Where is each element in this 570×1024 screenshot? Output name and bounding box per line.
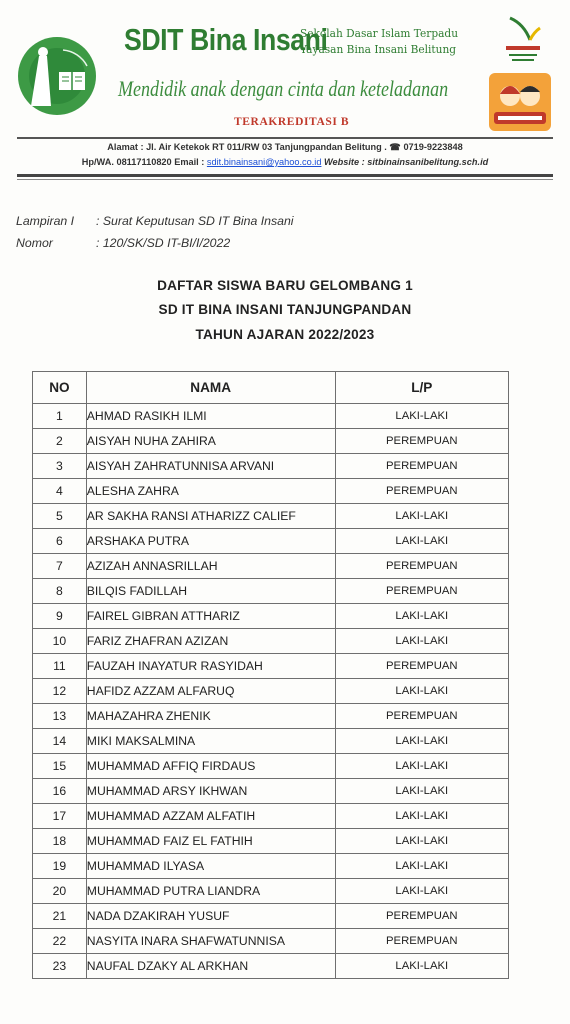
table-row <box>33 754 509 779</box>
row-number: 17 <box>33 804 87 829</box>
phone-number: 0719-9223848 <box>403 142 463 152</box>
student-gender: LAKI-LAKI <box>335 804 508 829</box>
student-name: MUHAMMAD PUTRA LIANDRA <box>86 879 335 904</box>
table-row <box>33 554 509 579</box>
email-label: Email : <box>174 157 205 167</box>
table-row <box>33 679 509 704</box>
row-number: 5 <box>33 504 87 529</box>
student-gender: PEREMPUAN <box>335 704 508 729</box>
row-number: 20 <box>33 879 87 904</box>
student-gender: LAKI-LAKI <box>335 404 508 429</box>
row-number: 10 <box>33 629 87 654</box>
table-row <box>33 529 509 554</box>
table-row <box>33 479 509 504</box>
student-gender: LAKI-LAKI <box>335 779 508 804</box>
student-name: FARIZ ZHAFRAN AZIZAN <box>86 629 335 654</box>
student-name: MUHAMMAD ARSY IKHWAN <box>86 779 335 804</box>
student-gender: PEREMPUAN <box>335 654 508 679</box>
student-gender: PEREMPUAN <box>335 454 508 479</box>
table-row <box>33 654 509 679</box>
table-row <box>33 804 509 829</box>
row-number: 19 <box>33 854 87 879</box>
school-subtitle-line1: Sekolah Dasar Islam Terpadu <box>300 26 459 40</box>
sdit-bina-insani-badge-icon <box>488 72 552 132</box>
table-row <box>33 604 509 629</box>
website-link[interactable]: sitbinainsanibelitung.sch.id <box>367 157 489 167</box>
student-name: NASYITA INARA SHAFWATUNNISA <box>86 929 335 954</box>
student-table <box>32 371 509 979</box>
student-name: MUHAMMAD AFFIQ FIRDAUS <box>86 754 335 779</box>
table-row <box>33 629 509 654</box>
table-row <box>33 579 509 604</box>
student-name: ALESHA ZAHRA <box>86 479 335 504</box>
header-no: NO <box>33 372 87 404</box>
student-name: NADA DZAKIRAH YUSUF <box>86 904 335 929</box>
table-row <box>33 729 509 754</box>
school-subtitle-line2: Yayasan Bina Insani Belitung <box>300 42 457 56</box>
table-row <box>33 854 509 879</box>
student-name: AISYAH ZAHRATUNNISA ARVANI <box>86 454 335 479</box>
doc-title-line1: DAFTAR SISWA BARU GELOMBANG 1 <box>157 278 413 293</box>
student-gender: LAKI-LAKI <box>335 629 508 654</box>
student-gender: LAKI-LAKI <box>335 529 508 554</box>
table-header-row <box>33 372 509 404</box>
table-row <box>33 704 509 729</box>
row-number: 18 <box>33 829 87 854</box>
letterhead-divider-bold <box>17 174 553 177</box>
student-gender: PEREMPUAN <box>335 929 508 954</box>
row-number: 13 <box>33 704 87 729</box>
row-number: 9 <box>33 604 87 629</box>
row-number: 14 <box>33 729 87 754</box>
meta-key: Lampiran I <box>16 214 75 228</box>
row-number: 22 <box>33 929 87 954</box>
student-name: AZIZAH ANNASRILLAH <box>86 554 335 579</box>
table-row <box>33 879 509 904</box>
row-number: 11 <box>33 654 87 679</box>
student-name: FAIREL GIBRAN ATTHARIZ <box>86 604 335 629</box>
address-text: Alamat : Jl. Air Ketekok RT 011/RW 03 Tanjungpandan Belitung . <box>107 142 387 152</box>
meta-lampiran <box>16 214 294 228</box>
doc-title-line3: TAHUN AJARAN 2022/2023 <box>195 327 375 342</box>
row-number: 6 <box>33 529 87 554</box>
student-gender: LAKI-LAKI <box>335 504 508 529</box>
table-row <box>33 829 509 854</box>
letterhead-divider-top <box>17 137 553 139</box>
student-name: BILQIS FADILLAH <box>86 579 335 604</box>
student-name: HAFIDZ AZZAM ALFARUQ <box>86 679 335 704</box>
student-gender: LAKI-LAKI <box>335 604 508 629</box>
student-gender: LAKI-LAKI <box>335 954 508 979</box>
meta-key: Nomor <box>16 236 53 250</box>
phone-icon: ☎ <box>389 142 401 152</box>
header-lp: L/P <box>335 372 508 404</box>
table-row <box>33 954 509 979</box>
sekolah-islam-terpadu-icon <box>500 14 546 64</box>
student-gender: PEREMPUAN <box>335 429 508 454</box>
school-subtitle <box>300 25 458 57</box>
row-number: 8 <box>33 579 87 604</box>
address-block <box>0 140 570 170</box>
student-gender: LAKI-LAKI <box>335 854 508 879</box>
row-number: 23 <box>33 954 87 979</box>
student-gender: PEREMPUAN <box>335 479 508 504</box>
letterhead-divider-thin <box>17 179 553 180</box>
doc-title-line2: SD IT BINA INSANI TANJUNGPANDAN <box>158 302 412 317</box>
school-emblem-icon <box>17 36 97 116</box>
meta-nomor <box>16 236 230 250</box>
student-name: MUHAMMAD ILYASA <box>86 854 335 879</box>
table-row <box>33 904 509 929</box>
student-gender: LAKI-LAKI <box>335 879 508 904</box>
table-row <box>33 779 509 804</box>
student-name: MUHAMMAD FAIZ EL FATHIH <box>86 829 335 854</box>
row-number: 1 <box>33 404 87 429</box>
table-row <box>33 929 509 954</box>
email-link[interactable]: sdit.binainsani@yahoo.co.id <box>206 157 322 167</box>
hp-number: Hp/WA. 08117110820 <box>81 157 172 167</box>
student-name: NAUFAL DZAKY AL ARKHAN <box>86 954 335 979</box>
website-label: Website : <box>324 157 365 167</box>
table-row <box>33 404 509 429</box>
student-gender: LAKI-LAKI <box>335 729 508 754</box>
student-gender: PEREMPUAN <box>335 579 508 604</box>
school-name: SDIT Bina Insani <box>124 22 328 57</box>
header-nama: NAMA <box>86 372 335 404</box>
row-number: 15 <box>33 754 87 779</box>
school-motto: Mendidik anak dengan cinta dan keteladanan <box>118 76 449 101</box>
row-number: 7 <box>33 554 87 579</box>
table-row <box>33 454 509 479</box>
student-name: MAHAZAHRA ZHENIK <box>86 704 335 729</box>
address-line-1 <box>0 140 570 155</box>
address-line-2 <box>0 155 570 170</box>
row-number: 4 <box>33 479 87 504</box>
student-name: ARSHAKA PUTRA <box>86 529 335 554</box>
accreditation-label: TERAKREDITASI B <box>234 116 350 128</box>
row-number: 12 <box>33 679 87 704</box>
student-gender: PEREMPUAN <box>335 554 508 579</box>
row-number: 16 <box>33 779 87 804</box>
meta-value: : Surat Keputusan SD IT Bina Insani <box>96 214 294 228</box>
student-name: AR SAKHA RANSI ATHARIZZ CALIEF <box>86 504 335 529</box>
student-name: MIKI MAKSALMINA <box>86 729 335 754</box>
student-gender: PEREMPUAN <box>335 904 508 929</box>
row-number: 21 <box>33 904 87 929</box>
student-name: AISYAH NUHA ZAHIRA <box>86 429 335 454</box>
table-row <box>33 504 509 529</box>
student-name: AHMAD RASIKH ILMI <box>86 404 335 429</box>
row-number: 2 <box>33 429 87 454</box>
row-number: 3 <box>33 454 87 479</box>
meta-value: : 120/SK/SD IT-BI/I/2022 <box>96 236 231 250</box>
table-row <box>33 429 509 454</box>
student-gender: LAKI-LAKI <box>335 679 508 704</box>
student-name: MUHAMMAD AZZAM ALFATIH <box>86 804 335 829</box>
student-name: FAUZAH INAYATUR RASYIDAH <box>86 654 335 679</box>
student-gender: LAKI-LAKI <box>335 754 508 779</box>
student-gender: LAKI-LAKI <box>335 829 508 854</box>
